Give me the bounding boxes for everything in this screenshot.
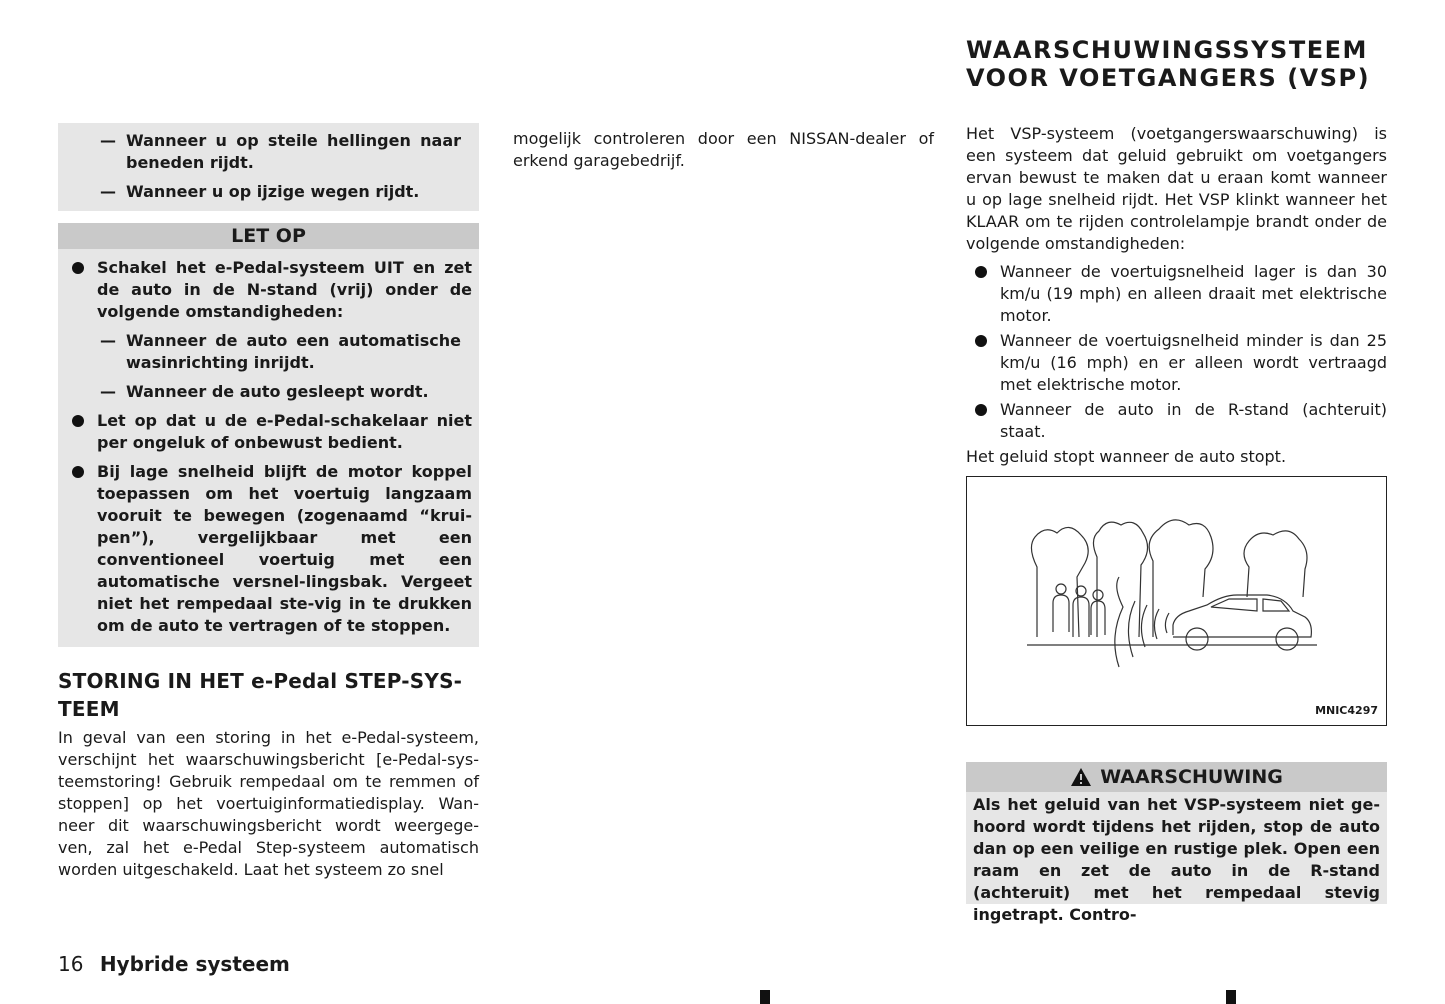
dash-item bbox=[58, 181, 479, 203]
bullet-dot bbox=[966, 261, 1000, 327]
caution-body bbox=[58, 249, 479, 647]
dash-marker: — bbox=[100, 382, 116, 401]
caution-bullet bbox=[63, 257, 472, 323]
caution-bullet-text: Bij lage snelheid blijft de motor koppel toepassen om het voertuig langzaam vooruit te bewegen (zogenaamd “krui-pen”), vergelijkbaar met een conventioneel voertuig met een automatische versnel-lingsbak. Vergeet niet het rempedaal ste-vig in te drukken om de auto te vertragen of te stoppen. bbox=[97, 462, 472, 635]
car-windows bbox=[1211, 599, 1289, 611]
car-wheel bbox=[1186, 628, 1208, 650]
dash-item bbox=[63, 330, 472, 374]
car-wheel bbox=[1276, 628, 1298, 650]
stop-text: Het geluid stopt wanneer de auto stopt. bbox=[966, 447, 1287, 466]
footer-section-name: Hybride systeem bbox=[99, 952, 290, 976]
person-illustration bbox=[1073, 597, 1089, 637]
top-note-box bbox=[58, 123, 479, 211]
middle-column bbox=[513, 128, 934, 172]
bullet-dot bbox=[63, 410, 97, 454]
sound-wave bbox=[1154, 609, 1159, 639]
list-item-text: Wanneer de auto in de R-stand (achteruit) staat. bbox=[1000, 400, 1387, 441]
tree-illustration bbox=[1031, 527, 1088, 637]
caution-bullet bbox=[63, 461, 472, 637]
caution-bullet bbox=[63, 410, 472, 454]
vsp-intro-text: Het VSP-systeem (voetgangerswaarschuwing) is een systeem dat geluid gebruikt om voetgangers ervan bewust te maken dat u eraan komt wanneer u op lage snelheid rijdt. Het VSP klinkt wanneer het KLAAR om te rijden controlelampje brandt onder de volgende omstandigheden: bbox=[966, 124, 1387, 253]
continuation-text: mogelijk controleren door een NISSAN-dealer of erkend garagebedrijf. bbox=[513, 129, 934, 170]
warning-triangle-icon bbox=[1070, 767, 1092, 787]
crop-mark bbox=[1226, 990, 1236, 1004]
bullet-dot bbox=[63, 257, 97, 323]
person-illustration bbox=[1091, 601, 1105, 635]
dash-marker: — bbox=[100, 182, 116, 201]
caution-bullet-text: Schakel het e-Pedal-systeem UIT en zet de auto in de N-stand (vrij) onder de volgende omstandigheden: bbox=[97, 258, 472, 321]
warning-body: Als het geluid van het VSP-systeem niet ge-hoord wordt tijdens het rijden, stop de auto dan op een veilige en rustige plek. Open een raam en zet de auto in de R-stand (achteruit) met het rempedaal stevig ingetrapt. Contro- bbox=[966, 792, 1387, 904]
bullet-dot bbox=[63, 461, 97, 637]
caution-box bbox=[58, 223, 479, 647]
bullet-dot bbox=[966, 399, 1000, 443]
sound-wave bbox=[1128, 601, 1135, 657]
page-number: 16 bbox=[58, 952, 84, 976]
page-title-line-1: WAARSCHUWINGSSYSTEEM bbox=[966, 36, 1368, 64]
dash-item bbox=[63, 381, 472, 403]
page-title bbox=[966, 36, 1387, 92]
tree-illustration bbox=[1149, 520, 1213, 637]
dash-marker: — bbox=[100, 131, 116, 150]
person-head bbox=[1056, 584, 1066, 594]
pedestrian-car-illustration bbox=[967, 477, 1385, 724]
dash-item-text: Wanneer de auto gesleept wordt. bbox=[126, 382, 429, 401]
dash-item-text: Wanneer de auto een automatische wasinrichting inrijdt. bbox=[126, 331, 461, 372]
list-item-text: Wanneer de voertuigsnelheid minder is dan 25 km/u (16 mph) en er alleen wordt vertraagd met elektrische motor. bbox=[1000, 331, 1387, 394]
list-item bbox=[966, 399, 1387, 443]
sound-wave bbox=[1165, 613, 1169, 633]
person-head bbox=[1093, 590, 1103, 600]
crop-mark bbox=[760, 990, 770, 1004]
sound-wave bbox=[1141, 605, 1147, 647]
dash-item bbox=[58, 130, 479, 174]
list-item-text: Wanneer de voertuigsnelheid lager is dan 30 km/u (19 mph) en alleen draait met elektrische motor. bbox=[1000, 262, 1387, 325]
page-title-line-2: VOOR VOETGANGERS (VSP) bbox=[966, 64, 1371, 92]
section-heading: STORING IN HET e-Pedal STEP-SYS-TEEM bbox=[58, 669, 463, 721]
figure-label: MNIC4297 bbox=[1315, 704, 1378, 717]
tree-illustration bbox=[1244, 531, 1307, 597]
left-column bbox=[58, 123, 479, 881]
dash-item-text: Wanneer u op steile hellingen naar beneden rijdt. bbox=[126, 131, 461, 172]
list-item bbox=[966, 330, 1387, 396]
sound-wave bbox=[1115, 577, 1123, 667]
caution-title: LET OP bbox=[58, 223, 479, 249]
warning-title: WAARSCHUWING bbox=[1100, 766, 1283, 788]
car-illustration bbox=[1173, 595, 1311, 637]
page-footer bbox=[58, 951, 290, 977]
section-body-text: In geval van een storing in het e-Pedal-systeem, verschijnt het waarschuwingsbericht [e-Pedal-sys-teemstoring! Gebruik rempedaal om te remmen of stoppen] op het voertuiginformatiedisplay. Wan-neer dit waarschuwingsbericht wordt weergege-ven, zal het e-Pedal Step-systeem automatisch worden uitgeschakeld. Laat het systeem zo snel bbox=[58, 728, 479, 879]
caution-bullet-text: Let op dat u de e-Pedal-schakelaar niet per ongeluk of onbewust bedient. bbox=[97, 411, 472, 452]
person-illustration bbox=[1053, 595, 1069, 632]
right-column bbox=[966, 36, 1387, 924]
tree-illustration bbox=[1093, 522, 1147, 637]
dash-item-text: Wanneer u op ijzige wegen rijdt. bbox=[126, 182, 420, 201]
list-item bbox=[966, 261, 1387, 327]
dash-marker: — bbox=[100, 331, 116, 350]
warning-header bbox=[966, 762, 1387, 792]
bullet-dot bbox=[966, 330, 1000, 396]
vsp-conditions-list bbox=[966, 261, 1387, 443]
vsp-illustration bbox=[966, 476, 1387, 726]
